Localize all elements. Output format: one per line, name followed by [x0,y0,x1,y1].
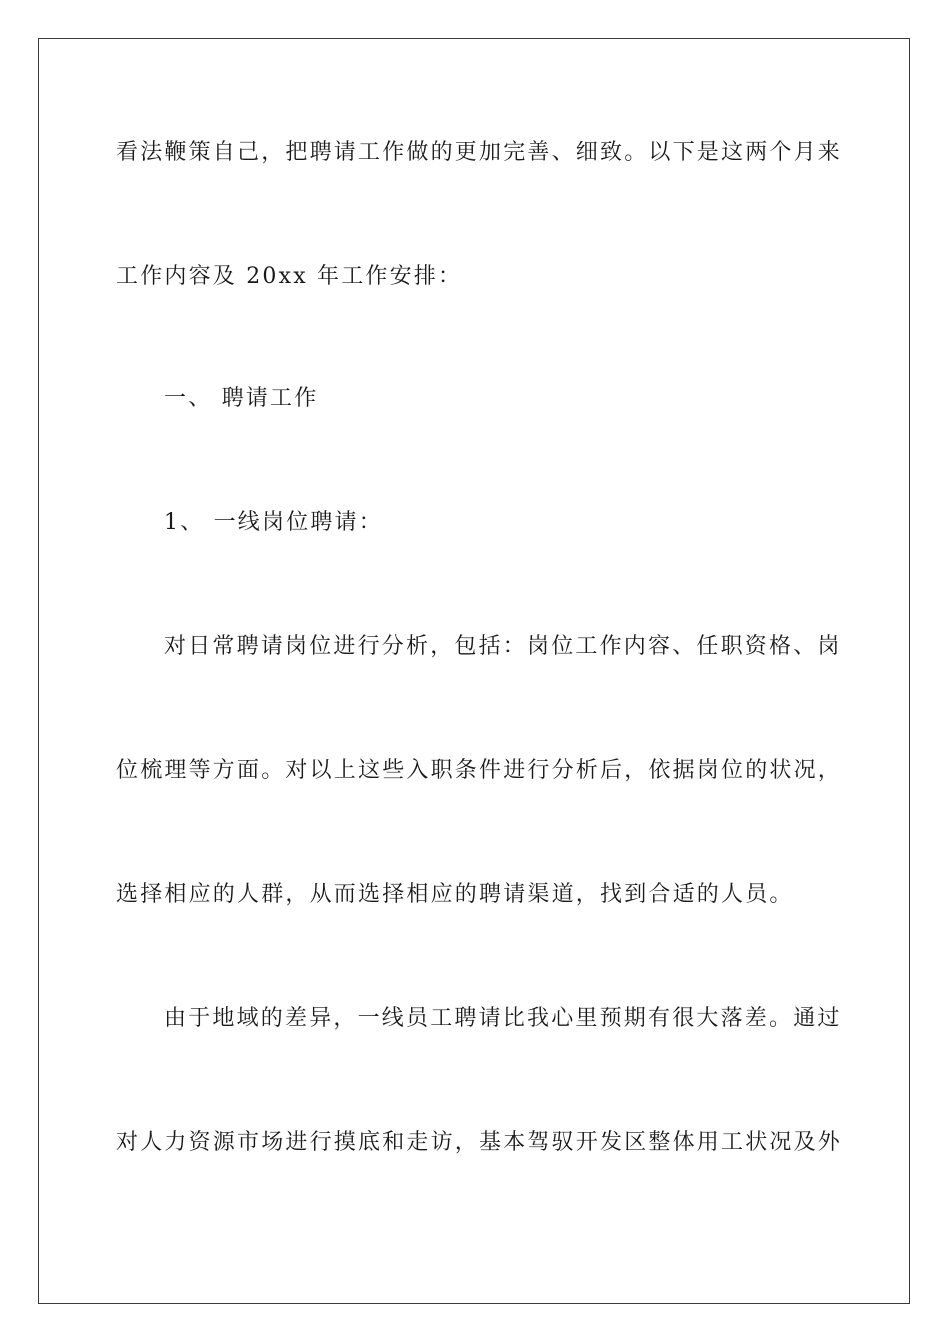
body-text-line: 对人力资源市场进行摸底和走访，基本驾驭开发区整体用工状况及外 [116,1130,843,1155]
body-text-line: 由于地域的差异，一线员工聘请比我心里预期有很大落差。通过 [164,1006,842,1031]
body-text-line: 对日常聘请岗位进行分析，包括：岗位工作内容、任职资格、岗 [164,634,842,659]
body-text-line: 位梳理等方面。对以上这些入职条件进行分析后，依据岗位的状况， [116,758,843,783]
subsection-heading: 1、 一线岗位聘请： [164,510,383,535]
body-text-line: 看法鞭策自己，把聘请工作做的更加完善、细致。以下是这两个月来 [116,140,843,165]
body-text-line: 工作内容及 20xx 年工作安排： [116,264,463,289]
section-heading: 一、 聘请工作 [164,386,319,411]
body-text-line: 选择相应的人群，从而选择相应的聘请渠道，找到合适的人员。 [116,882,794,907]
page-border [38,38,910,1304]
